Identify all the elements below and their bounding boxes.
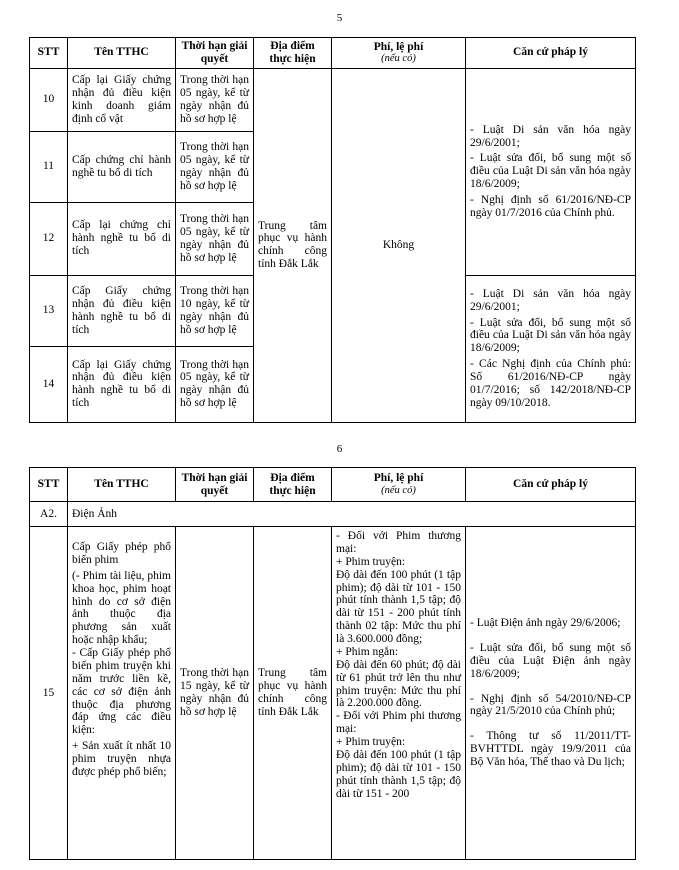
header-ten-tthc: Tên TTHC [68,468,176,502]
header-phi-note: (nếu có) [381,485,416,497]
header-stt: STT [30,468,68,502]
can-cu-line: - Luật sửa đổi, bổ sung một số điều của Luật Di sản văn hóa ngày 18/6/2009; [470,316,631,355]
row-ten-tthc: Cấp chứng chỉ hành nghề tu bổ di tích [68,131,176,202]
row-thoi-han: Trong thời hạn 05 ngày, kể từ ngày nhận đủ hồ sơ hợp lệ [176,346,254,422]
row-stt: 12 [30,202,68,275]
procedures-table-page-6 [29,467,636,860]
row-ten-tthc [68,527,176,860]
section-code: A2. [30,502,68,527]
procedures-table-page-5 [29,37,636,423]
header-phi-label: Phí, lệ phí [373,40,424,53]
header-stt: STT [30,38,68,69]
phi-line: + Phim truyện: [336,736,406,748]
header-phi [332,468,466,502]
header-ten-tthc: Tên TTHC [68,38,176,69]
can-cu-line: - Luật Di sản văn hóa ngày 29/6/2001; [470,287,631,313]
header-phi-label: Phí, lệ phí [373,472,424,485]
phi-line: Độ dài đến 60 phút; độ dài từ 61 phút trở lên thu như phim truyện: Mức thu phí là 2.200.000 đồng. [336,658,461,710]
row-can-cu [466,527,636,860]
page-number: 5 [336,12,343,24]
section-title: Điện Ảnh [68,502,636,527]
phi-line: Độ dài đến 100 phút (1 tập phim); độ dài từ 101 - 150 phút tính thành 1,5 tập; độ dài từ 151 - 200 phút tính thành 02 tập: Mức thu phí là 3.600.000 đồng; [336,568,461,645]
row-thoi-han: Trong thời hạn 05 ngày, kể từ ngày nhận đủ hồ sơ hợp lệ [176,68,254,131]
row-thoi-han: Trong thời hạn 10 ngày, kể từ ngày nhận đủ hồ sơ hợp lệ [176,275,254,346]
phi-line: - Đối với Phim phi thương mại: [336,710,461,736]
can-cu-line: - Luật sửa đổi, bổ sung một số điều của Luật Di sản văn hóa ngày 18/6/2009; [470,152,631,191]
row-stt: 15 [30,527,68,860]
can-cu-line: - Luật Điện ảnh ngày 29/6/2006; [470,617,621,630]
row-stt: 11 [30,131,68,202]
ten-line: (- Phim tài liệu, phim khoa học, phim hoạt hình do cơ sở điện ảnh thuộc địa phương sản xuất hoặc nhập khẩu; [72,569,171,647]
page-number: 6 [336,443,343,455]
header-can-cu: Căn cứ pháp lý [466,468,636,502]
row-ten-tthc: Cấp Giấy chứng nhận đủ điều kiện hành nghề tu bổ di tích [68,275,176,346]
header-can-cu: Căn cứ pháp lý [466,38,636,69]
header-dia-diem: Địa điểm thực hiện [254,38,332,69]
can-cu-line: - Nghị định số 61/2016/NĐ-CP ngày 01/7/2016 của Chính phủ. [470,194,631,219]
header-phi [332,38,466,69]
row-thoi-han: Trong thời hạn 05 ngày, kể từ ngày nhận đủ hồ sơ hợp lệ [176,202,254,275]
row-phi [332,527,466,860]
dia-diem-cell: Trung tâm phục vụ hành chính công tỉnh Đắk Lắk [254,68,332,422]
can-cu-cell-a [466,68,636,275]
row-stt: 13 [30,275,68,346]
table-row [30,68,636,131]
phi-line: + Phim truyện: [336,555,406,568]
phi-line: - Đối với Phim thương mại: [336,530,461,555]
table-header-row [30,468,636,502]
can-cu-line: - Các Nghị định của Chính phủ: Số 61/2016/NĐ-CP ngày 01/7/2016; số 142/2018/NĐ-CP ngày 09/10/2018. [470,358,631,409]
row-stt: 14 [30,346,68,422]
header-thoi-han: Thời hạn giải quyết [176,38,254,69]
can-cu-line: - Luật sửa đổi, bổ sung một số điều của Luật Điện ảnh ngày 18/6/2009; [470,641,631,680]
phi-line: Độ dài đến 100 phút (1 tập phim); độ dài từ 101 - 150 phút tính thành 1,5 tập; độ dài từ 151 - 200 [336,748,461,800]
phi-cell: Không [332,68,466,422]
header-dia-diem: Địa điểm thực hiện [254,468,332,502]
row-dia-diem: Trung tâm phục vụ hành chính công tỉnh Đắk Lắk [254,527,332,860]
section-row [30,502,636,527]
row-thoi-han: Trong thời hạn 15 ngày, kể từ ngày nhận đủ hồ sơ hợp lệ [176,527,254,860]
row-ten-tthc: Cấp lại Giấy chứng nhận đủ điều kiện kinh doanh giám định cổ vật [68,68,176,131]
row-stt: 10 [30,68,68,131]
ten-line: - Cấp Giấy phép phổ biến phim truyện khi năm trước liền kề, các cơ sở điện ảnh thuộc địa phương đáp ứng các điều kiện: [72,647,171,737]
can-cu-cell-b [466,275,636,422]
phi-line: + Phim ngắn: [336,645,399,658]
header-phi-note: (nếu có) [381,53,416,65]
row-ten-tthc: Cấp lại Giấy chứng nhận đủ điều kiện hành nghề tu bổ di tích [68,346,176,422]
can-cu-line: - Nghị định số 54/2010/NĐ-CP ngày 21/5/2010 của Chính phủ; [470,692,631,718]
table-row [30,527,636,860]
can-cu-line: - Thông tư số 11/2011/TT-BVHTTDL ngày 19/9/2011 của Bộ Văn hóa, Thể thao và Du lịch; [470,730,631,769]
ten-line: + Sản xuất ít nhất 10 phim truyện nhựa được phép phổ biến; [72,740,171,778]
table-header-row [30,38,636,69]
can-cu-line: - Luật Di sản văn hóa ngày 29/6/2001; [470,123,631,149]
header-thoi-han: Thời hạn giải quyết [176,468,254,502]
ten-line: Cấp Giấy phép phổ biến phim [72,541,171,566]
row-ten-tthc: Cấp lại chứng chỉ hành nghề tu bổ di tích [68,202,176,275]
row-thoi-han: Trong thời hạn 05 ngày, kể từ ngày nhận đủ hồ sơ hợp lệ [176,131,254,202]
